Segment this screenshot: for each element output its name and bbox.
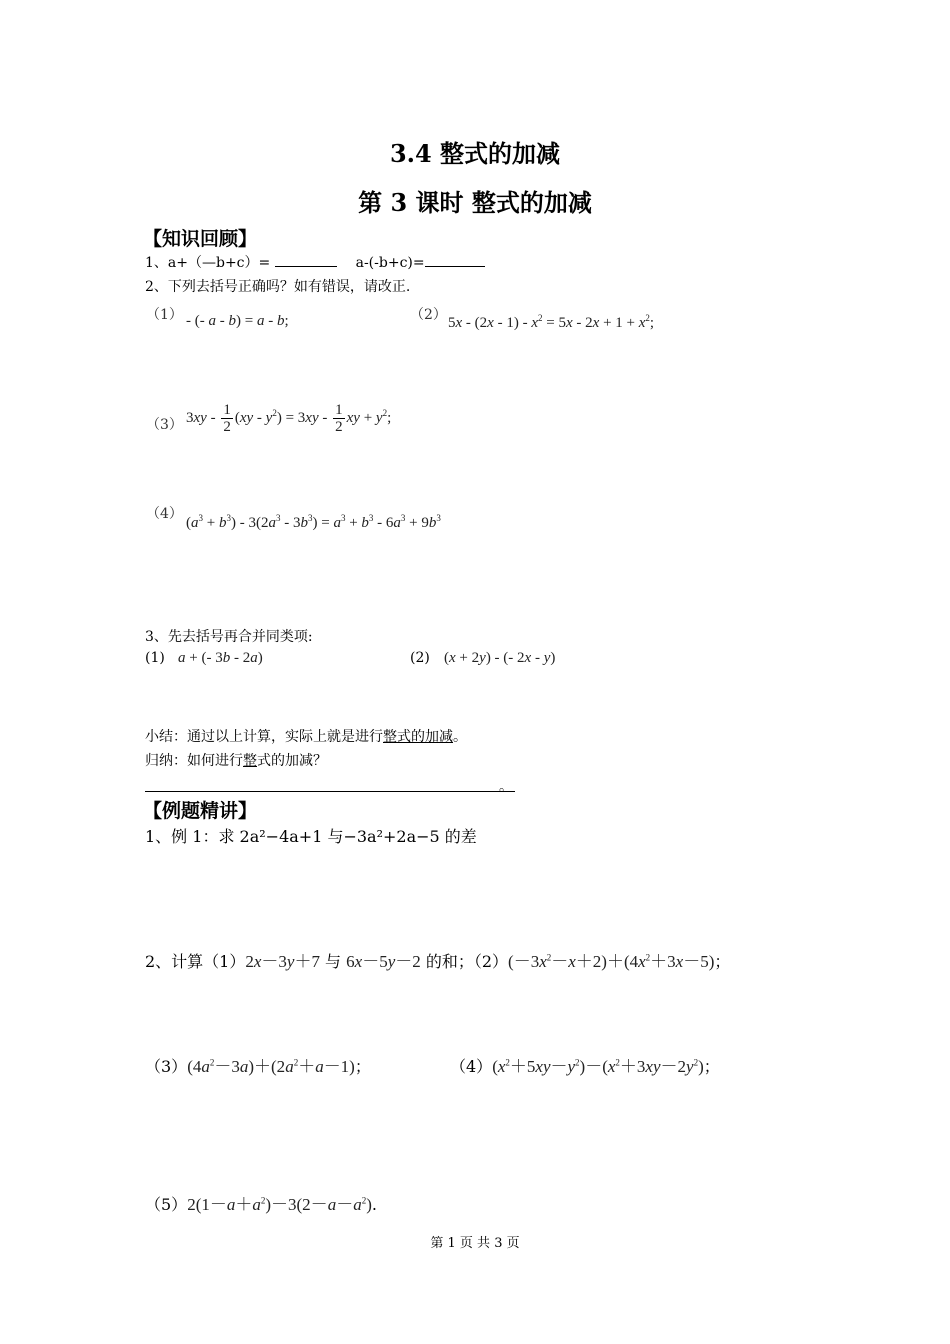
page-footer: 第 1 页 共 3 页 <box>430 1236 520 1251</box>
induction-underlined: 整 <box>243 753 257 769</box>
example-2-part-1-2: 2、计算（1）2x－3y＋7 与 6x－5y－2 的和；$(2)(-3x^2-x+2)+(4x^2+3x-5)$； <box>145 952 731 971</box>
summary-underlined: 整式的加减 <box>383 729 453 745</box>
q2-4-expression: $(a^3 + b^3) - 3(2a^3 - 3b^3) = a^3 + b^3 - 6a^3 + 9b^3$ <box>186 513 441 531</box>
question-1a: 1、a+（—b+c）= <box>145 255 271 271</box>
example-2-prefix: 2、计算（1） <box>145 952 246 971</box>
answer-line <box>145 791 515 792</box>
q2-1-expression: - (- a - b) = a - b; <box>186 313 289 329</box>
induction-end: 式的加减？ <box>257 753 327 769</box>
q3-1-expression: a + (- 3b - 2a) <box>178 650 263 666</box>
example-1: 1、例 1：求 2a²−4a+1 与−3a²+2a−5 的差 <box>145 827 477 846</box>
examples-heading: 【例题精讲】 <box>143 800 258 822</box>
q2-2-expression: $5x - (2x - 1) - x^2 = 5x - 2x + 1 + x^2$; <box>448 313 655 331</box>
fraction: $\frac{1}{2}$ <box>223 402 231 435</box>
induction-text: 归纳：如何进行 <box>145 753 243 769</box>
example-2-part-3: $(3)(4a^2-3a)+(2a^2+a-1)$； <box>145 1057 371 1076</box>
summary-end: 。 <box>453 729 467 745</box>
question-2: 2、下列去括号正确吗？如有错误，请改正. <box>145 279 411 295</box>
page-title: 3.4 整式的加减 <box>389 139 561 168</box>
answer-period: 。 <box>499 779 513 795</box>
induction-line <box>145 750 327 770</box>
question-1 <box>145 252 485 272</box>
example-2-part-4: $(4)(x^2+5xy-y^2)-(x^2+3xy-2y^2)$； <box>450 1057 720 1076</box>
q2-1-label: （1） <box>146 307 183 323</box>
example-2-part-5: $(5)2(1-a+a^2)-3(2-a-a^2)$. <box>145 1195 377 1214</box>
fraction: $\frac{1}{2}$ <box>335 402 343 435</box>
q3-2-label: (2) <box>410 650 430 666</box>
q3-2-expression: (x + 2y) - (- 2x - y) <box>444 650 556 666</box>
summary-text: 小结：通过以上计算，实际上就是进行 <box>145 729 383 745</box>
q2-4-label: （4） <box>146 506 183 522</box>
review-heading: 【知识回顾】 <box>143 228 258 250</box>
summary-line <box>145 726 467 746</box>
question-3: 3、先去括号再合并同类项: <box>145 629 313 645</box>
q2-3-expression: 3xy - $\frac{1}{2}$ $(xy - y^2) = 3xy$ - $\frac{1}{2}$ xy + $y^2$; <box>186 402 392 435</box>
q2-2-label: （2） <box>410 307 447 323</box>
q3-1-label: (1) <box>145 650 165 666</box>
question-1b: a-(-b+c)= <box>355 255 425 271</box>
lesson-subtitle: 第 3 课时 整式的加减 <box>358 188 592 217</box>
answer-blank <box>275 252 337 267</box>
q2-3-label: （3） <box>146 417 183 433</box>
answer-blank <box>425 252 485 267</box>
